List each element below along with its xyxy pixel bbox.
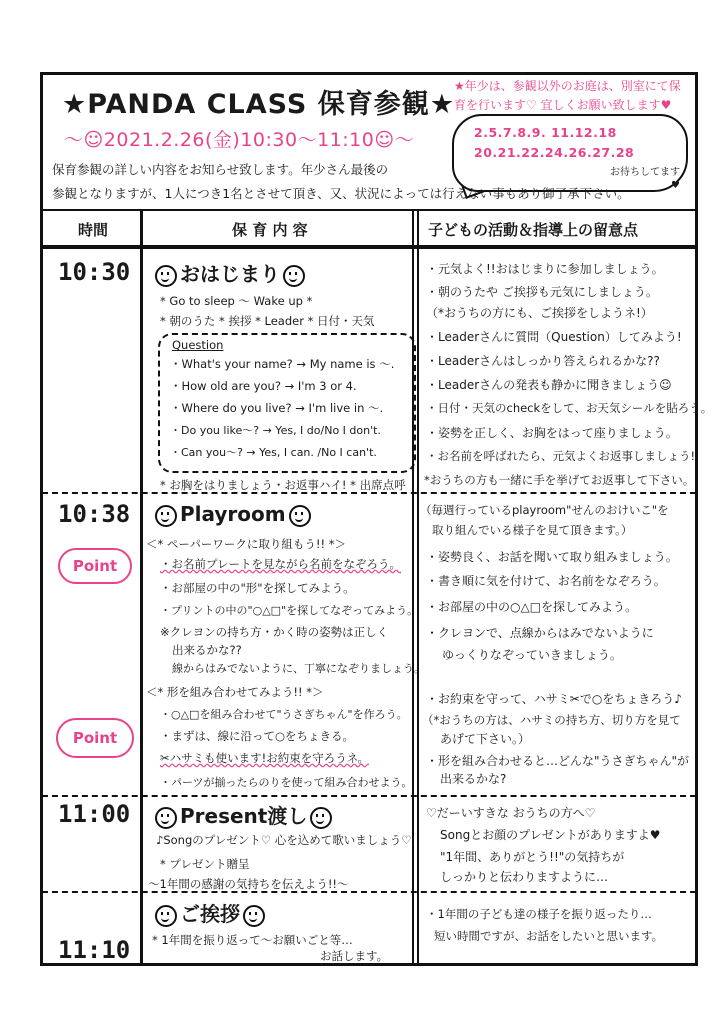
sec1-activity-6: ・Leaderさんの発表も静かに聞きましょう☺ xyxy=(426,378,672,392)
sec1-activity-7: ・日付・天気のcheckをして、お天気シールを貼ろう。 xyxy=(426,401,713,415)
sec4-line-1: * 1年間を振り返って〜お願いごと等… xyxy=(152,933,353,947)
section-title-present: Present渡し xyxy=(152,800,335,829)
sec2-activity-7: ゆっくりなぞっていきましょう。 xyxy=(442,648,622,662)
sec3-activity-1: ♡だーいすきな おうちの方へ♡ xyxy=(426,806,596,820)
sec2-line-1: ＜* ペーパーワークに取り組もう!! *＞ xyxy=(146,537,346,551)
smiley-icon xyxy=(310,807,332,829)
sec1-line-2: * 朝のうた * 挨拶 * Leader * 日付・天気 xyxy=(160,314,375,328)
sec1-line-3: * お胸をはりましょう・お返事ハイ! * 出席点呼 xyxy=(160,478,406,492)
sec1-activity-2: ・朝のうたや ご挨拶も元気にしましょう。 xyxy=(426,285,658,299)
sec2-activity-3: ・姿勢良く、お話を聞いて取り組みましょう。 xyxy=(426,550,678,564)
sec2-line-7: 線からはみでないように、丁寧になぞりましょう。 xyxy=(172,662,425,675)
sec1-activity-4: ・Leaderさんに質問（Question）してみよう! xyxy=(426,330,682,344)
time-1110: 11:10 xyxy=(58,936,131,964)
sec1-activity-8: ・姿勢を正しく、お胸をはって座りましょう。 xyxy=(426,426,678,440)
smiley-icon xyxy=(155,807,177,829)
sec1-activity-1: ・元気よく!!おはじまりに参加しましょう。 xyxy=(426,262,664,276)
dates-line-1: 2.5.7.8.9. 11.12.18 xyxy=(474,125,617,140)
sibling-notice: ★年少は、参観以外のお庭は、別室にて保育を行います♡ 宜しくお願い致します♥ xyxy=(454,79,681,112)
waiting-note: お待ちしてます♥ xyxy=(610,167,680,191)
question-2: ・How old are you? → I'm 3 or 4. xyxy=(170,379,357,393)
column-divider-2b xyxy=(417,209,419,966)
sec3-line-2: * プレゼント贈呈 xyxy=(160,857,250,871)
sec3-activity-2: Songとお顔のプレゼントがありますよ♥ xyxy=(440,828,661,842)
sec2-activity-12: 出来るかな? xyxy=(440,772,507,786)
sec2-line-2: ・お名前プレートを見ながら名前をなぞろう。 xyxy=(160,557,402,571)
sec2-line-11: ✂ハサミも使います!お約束を守ろうネ。 xyxy=(160,751,370,765)
sec2-line-4: ・プリントの中の"○△□"を探してなぞってみよう。 xyxy=(160,604,419,617)
point-badge-1: Point xyxy=(58,548,132,584)
sec1-activity-9: ・お名前を呼ばれたら、元気よくお返事しましょう! xyxy=(426,449,696,463)
column-divider-2a xyxy=(412,209,414,966)
sec3-activity-4: しっかりと伝わりますように… xyxy=(440,870,609,884)
smiley-icon xyxy=(155,505,177,527)
sec2-activity-5: ・お部屋の中の○△□を探してみよう。 xyxy=(426,600,638,614)
sec2-activity-11: ・形を組み合わせると…どんな"うさぎちゃん"が xyxy=(426,754,690,768)
sec2-activity-1: （毎週行っているplayroom"せんのおけいこ"を xyxy=(420,503,669,517)
smiley-icon xyxy=(155,265,177,287)
sec3-line-1: ♪Songのプレゼント♡ 心を込めて歌いましょう♡ xyxy=(156,833,412,847)
dates-line-2: 20.21.22.24.26.27.28 xyxy=(474,145,635,160)
header-content: 保 育 内 容 xyxy=(232,221,308,239)
time-1038: 10:38 xyxy=(58,500,131,528)
intro-line-1: 保育参観の詳しい内容をお知らせ致します。年少さん最後の xyxy=(52,162,389,177)
sec2-line-10: ・まずは、線に沿って○をちょきる。 xyxy=(160,729,355,743)
sec2-line-3: ・お部屋の中の"形"を探してみよう。 xyxy=(160,581,355,595)
sec1-activity-10: *おうちの方も一緒に手を挙げてお返事して下さい。 xyxy=(424,473,695,487)
question-5: ・Can you〜? → Yes, I can. /No I can't. xyxy=(170,446,377,459)
section-title-playroom: Playroom xyxy=(152,502,314,527)
sec4-line-2: お話します。 xyxy=(320,949,389,963)
question-label: Question xyxy=(172,338,224,352)
sec2-line-6: 出来るかな?? xyxy=(172,643,242,657)
smiley-icon xyxy=(155,905,177,927)
header-time: 時間 xyxy=(78,221,109,239)
intro-line-2: 参観となりますが、1人につき1名とさせて頂き、又、状況によっては行えない事もあり御了承下さい。 xyxy=(52,186,630,201)
smiley-icon xyxy=(283,265,305,287)
section-title-ohajimari: おはじまり xyxy=(152,258,308,287)
question-4: ・Do you like〜? → Yes, I do/No I don't. xyxy=(170,424,381,437)
sec1-activity-5: ・Leaderさんはしっかり答えられるかな?? xyxy=(426,354,660,368)
smiley-icon xyxy=(243,905,265,927)
sec2-activity-2: 取り組んでいる様子を見て頂きます。） xyxy=(432,523,633,537)
point-badge-2: Point xyxy=(56,718,134,758)
sec2-activity-8: ・お約束を守って、ハサミ✂で○をちょきろう♪ xyxy=(426,692,682,706)
row-separator-2 xyxy=(42,795,696,797)
row-separator-3 xyxy=(42,891,696,893)
sec2-line-8: ＜* 形を組み合わせてみよう!! *＞ xyxy=(146,685,324,699)
sec2-activity-6: ・クレヨンで、点線からはみでないように xyxy=(426,626,654,640)
question-3: ・Where do you live? → I'm live in 〜. xyxy=(170,401,384,415)
sec3-line-3: 〜1年間の感謝の気持ちを伝えよう!!〜 xyxy=(148,877,349,891)
header-activity: 子どもの活動＆指導上の留意点 xyxy=(428,221,639,239)
header-double-line xyxy=(40,247,698,249)
sec2-line-12: ・パーツが揃ったらのりを使って組み合わせよう。 xyxy=(160,776,413,789)
sec2-activity-10: あげて下さい。） xyxy=(440,732,531,746)
question-1: ・What's your name? → My name is 〜. xyxy=(170,357,395,371)
sec4-activity-2: 短い時間ですが、お話をしたいと思います。 xyxy=(434,929,664,943)
event-date: 〜☺2021.2.26(金)10:30〜11:10☺〜 xyxy=(64,129,415,151)
attendance-dates xyxy=(474,123,674,163)
smiley-icon xyxy=(289,505,311,527)
section-title-goaisatsu: ご挨拶 xyxy=(152,898,268,927)
sec1-line-1: * Go to sleep 〜 Wake up * xyxy=(160,294,313,308)
time-1030: 10:30 xyxy=(58,258,131,286)
sec4-activity-1: ・1年間の子ども達の様子を振り返ったり… xyxy=(426,907,652,921)
sec2-activity-9: （*おうちの方は、ハサミの持ち方、切り方を見て xyxy=(422,713,681,727)
sec1-activity-3: （*おうちの方にも、ご挨拶をしようネ!） xyxy=(426,306,653,320)
sec3-activity-3: "1年間、ありがとう!!"の気持ちが xyxy=(440,850,625,864)
sec2-activity-4: ・書き順に気を付けて、お名前をなぞろう。 xyxy=(426,574,666,588)
time-1100: 11:00 xyxy=(58,800,131,828)
column-divider-1 xyxy=(140,209,143,966)
page-title: ★PANDA CLASS 保育参観★ xyxy=(62,89,455,120)
sec2-line-5: ※クレヨンの持ち方・かく時の姿勢は正しく xyxy=(160,625,389,639)
sec2-line-9: ・○△□を組み合わせて"うさぎちゃん"を作ろう。 xyxy=(160,708,408,721)
